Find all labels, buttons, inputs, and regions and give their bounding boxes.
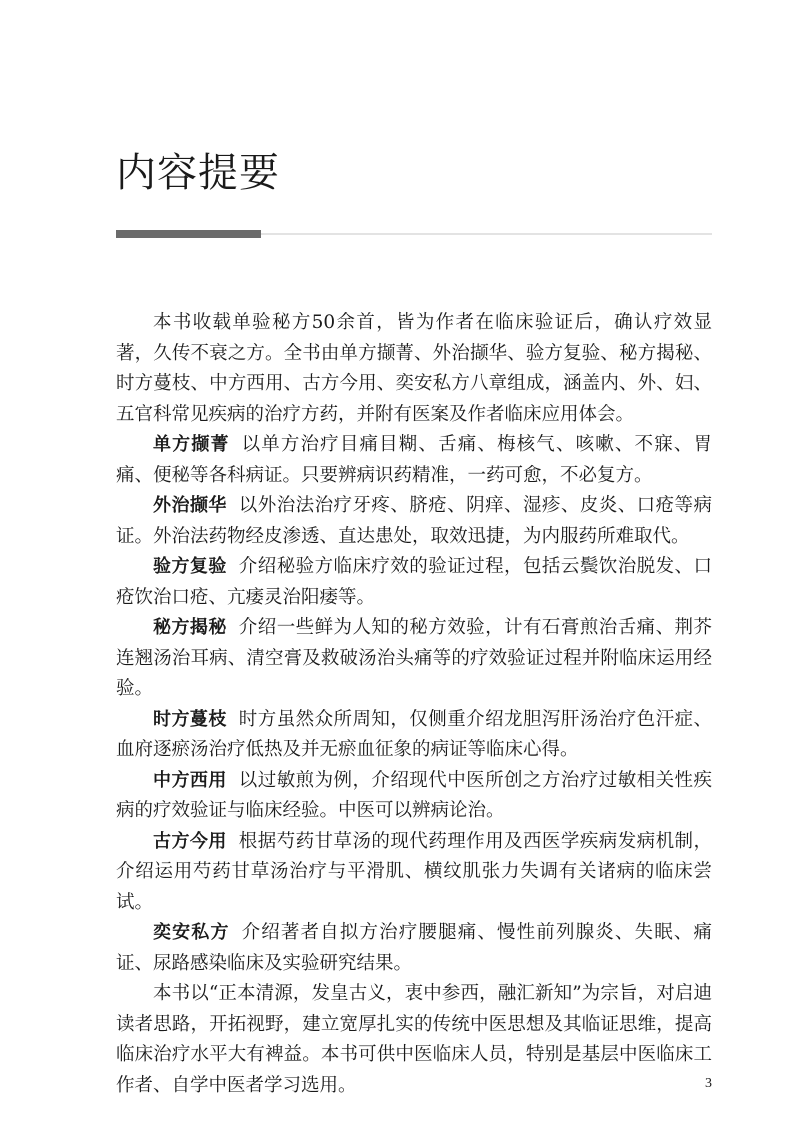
intro-paragraph: 本书收载单验秘方50余首，皆为作者在临床验证后，确认疗效显著，久传不衰之方。全书由单方撷菁、外治撷华、验方复验、秘方揭秘、时方蔓枝、中方西用、古方今用、奕安私方八章组成，涵盖内、外、妇、五官科常见疾病的治疗方药，并附有医案及作者临床应用体会。 bbox=[116, 312, 712, 425]
page-title: 内容提要 bbox=[116, 150, 280, 196]
chapter-name: 秘方揭秘 bbox=[153, 617, 227, 638]
chapter-paragraph bbox=[116, 491, 712, 552]
chapter-name: 外治撷华 bbox=[153, 495, 227, 516]
chapter-text: 以外治法治疗牙疼、脐疮、阴痒、湿疹、皮炎、口疮等病证。外治法药物经皮渗透、直达患处，取效迅捷，为内服药所难取代。 bbox=[116, 495, 713, 547]
chapter-paragraph bbox=[116, 613, 712, 705]
chapter-name: 时方蔓枝 bbox=[153, 708, 227, 730]
chapter-text: 以过敏煎为例，介绍现代中医所创之方治疗过敏相关性疾病的疗效验证与临床经验。中医可以辨病论治。 bbox=[116, 769, 713, 821]
chapter-name: 奕安私方 bbox=[153, 922, 230, 943]
summary-body bbox=[116, 308, 712, 1101]
chapter-paragraph bbox=[116, 430, 712, 491]
chapter-paragraph bbox=[116, 918, 712, 979]
closing-paragraph: 本书以“正本清源，发皇古义，衷中参西，融汇新知”为宗旨，对启迪读者思路，开拓视野，建立宽厚扎实的传统中医思想及其临证思维，提高临床治疗水平大有裨益。本书可供中医临床人员，特别是基层中医临床工作者、自学中医者学习选用。 bbox=[116, 983, 712, 1096]
chapter-name: 验方复验 bbox=[153, 556, 227, 577]
chapter-paragraph bbox=[116, 705, 712, 766]
chapter-text: 根据芍药甘草汤的现代药理作用及西医学疾病发病机制，介绍运用芍药甘草汤治疗与平滑肌、横纹肌张力失调有关诸病的临床尝试。 bbox=[116, 830, 713, 913]
chapter-text: 介绍著者自拟方治疗腰腿痛、慢性前列腺炎、失眠、痛证、尿路感染临床及实验研究结果。 bbox=[116, 922, 712, 974]
chapter-paragraph bbox=[116, 766, 712, 827]
title-rule-thick bbox=[116, 230, 261, 238]
chapter-name: 中方西用 bbox=[153, 769, 227, 791]
chapter-text: 时方虽然众所周知，仅侧重介绍龙胆泻肝汤治疗色汗症、血府逐瘀汤治疗低热及并无瘀血征象的病证等临床心得。 bbox=[116, 708, 713, 760]
chapter-paragraph bbox=[116, 552, 712, 613]
chapter-name: 古方今用 bbox=[153, 830, 227, 852]
chapter-name: 单方撷菁 bbox=[153, 434, 230, 455]
chapter-paragraph bbox=[116, 827, 712, 919]
chapter-text: 介绍秘验方临床疗效的验证过程，包括云鬓饮治脱发、口疮饮治口疮、亢痿灵治阳痿等。 bbox=[116, 556, 713, 608]
chapter-text: 以单方治疗目痛目糊、舌痛、梅核气、咳嗽、不寐、胃痛、便秘等各科病证。只要辨病识药精准，一药可愈，不必复方。 bbox=[116, 434, 712, 486]
title-rule-thin bbox=[261, 233, 712, 235]
chapter-text: 介绍一些鲜为人知的秘方效验，计有石膏煎治舌痛、荆芥连翘汤治耳病、清空膏及救破汤治头痛等的疗效验证过程并附临床运用经验。 bbox=[116, 617, 713, 699]
page-number: 3 bbox=[705, 1076, 712, 1091]
